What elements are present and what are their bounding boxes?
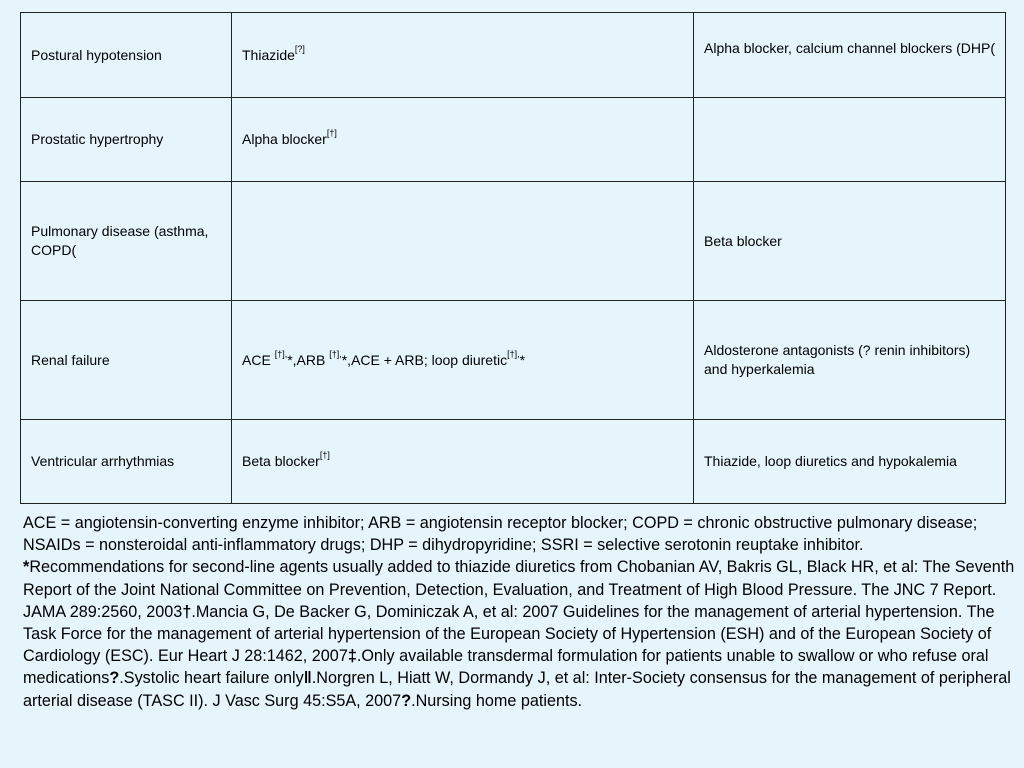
citation-superscript: [†], <box>274 348 288 359</box>
favorable-cell <box>232 182 694 301</box>
citation-superscript: [†] <box>326 128 337 139</box>
favorable-cell <box>232 13 694 98</box>
condition-text: Prostatic hypertrophy <box>31 131 164 147</box>
condition-text: Pulmonary disease (asthma, COPD( <box>31 223 209 258</box>
footnote-mark-question: ? <box>401 691 412 710</box>
reference-text: .Mancia G, De Backer G, Dominiczak A, et al: 2007 Guidelines for the management of arterial hypertension. The Task Force for the management of arterial hypertension of the European Society of Hypertension (ESH) and of the European Society of Cardiology (ESC). Eur Heart J 28:1462, 2007 <box>23 602 995 666</box>
favorable-text: Alpha blocker <box>242 131 327 147</box>
condition-cell <box>21 301 232 420</box>
favorable-text-part: *,ARB <box>287 351 330 368</box>
unfavorable-text: Beta blocker <box>704 232 782 249</box>
abbreviations-note: ACE = angiotensin-converting enzyme inhibitor; ARB = angiotensin receptor blocker; COPD = chronic obstructive pulmonary disease; NSAIDs = nonsteroidal anti-inflammatory drugs; DHP = dihydropyridine; SSRI = selective serotonin reuptake inhibitor. <box>23 514 978 555</box>
condition-text: Ventricular arrhythmias <box>31 453 175 469</box>
favorable-text-part: * <box>519 351 526 368</box>
table-row <box>21 301 1006 420</box>
footnote-mark-parallel: ‖ <box>303 669 312 688</box>
unfavorable-text: Aldosterone antagonists (? renin inhibitors) and hyperkalemia <box>704 342 971 377</box>
condition-text: Renal failure <box>31 351 110 368</box>
reference-text: .Nursing home patients. <box>411 691 583 710</box>
footnote-mark-star: * <box>23 558 30 577</box>
drug-indication-table <box>20 12 1006 504</box>
condition-cell <box>21 98 232 182</box>
reference-text: Recommendations for second-line agents usually added to thiazide diuretics from Chobanian AV, Bakris GL, Black HR, et al: The Seventh Report of the Joint National Committee on Prevention, Detection, Evaluation, and Treatment of High Blood Pressure. The JNC 7 Report. JAMA 289:2560, 2003 <box>23 558 1015 621</box>
footnote-mark-double-dagger: ‡ <box>347 647 357 666</box>
condition-cell <box>21 182 232 301</box>
table-row <box>21 13 1006 98</box>
condition-cell <box>21 13 232 98</box>
condition-text: Postural hypotension <box>31 46 162 63</box>
unfavorable-cell <box>694 13 1006 98</box>
table-row <box>21 98 1006 182</box>
citation-superscript: [†], <box>507 348 520 359</box>
table-row <box>21 420 1006 504</box>
favorable-cell <box>232 301 694 420</box>
table-footnote <box>23 512 1023 712</box>
footnote-mark-dagger: † <box>182 602 192 621</box>
citation-superscript: [†], <box>329 348 342 359</box>
citation-superscript: [?] <box>294 43 305 54</box>
unfavorable-text: Thiazide, loop diuretics and hypokalemia <box>704 453 957 469</box>
references-note <box>23 556 1023 711</box>
citation-superscript: [†] <box>319 450 330 461</box>
favorable-text-part: *,ACE + ARB; loop diuretic <box>341 351 508 368</box>
unfavorable-cell <box>694 420 1006 504</box>
favorable-cell <box>232 420 694 504</box>
footnote-mark-question: ? <box>109 669 120 688</box>
favorable-text: Beta blocker <box>242 453 320 469</box>
favorable-text: Thiazide <box>242 46 295 63</box>
unfavorable-text: Alpha blocker, calcium channel blockers (DHP( <box>704 40 996 56</box>
favorable-text-part: ACE <box>242 351 275 368</box>
unfavorable-cell <box>694 98 1006 182</box>
reference-text: .Only available transdermal formulation for patients unable to swallow or who refuse oral medications <box>23 647 989 688</box>
table-row <box>21 182 1006 301</box>
favorable-cell <box>232 98 694 182</box>
unfavorable-cell <box>694 301 1006 420</box>
unfavorable-cell <box>694 182 1006 301</box>
drug-indication-table-container <box>20 12 1005 504</box>
reference-text: .Norgren L, Hiatt W, Dormandy J, et al: Inter-Society consensus for the management of peripheral arterial disease (TASC II). J Vasc Surg 45:S5A, 2007 <box>23 669 1011 710</box>
reference-text: .Systolic heart failure only <box>119 669 304 688</box>
condition-cell <box>21 420 232 504</box>
